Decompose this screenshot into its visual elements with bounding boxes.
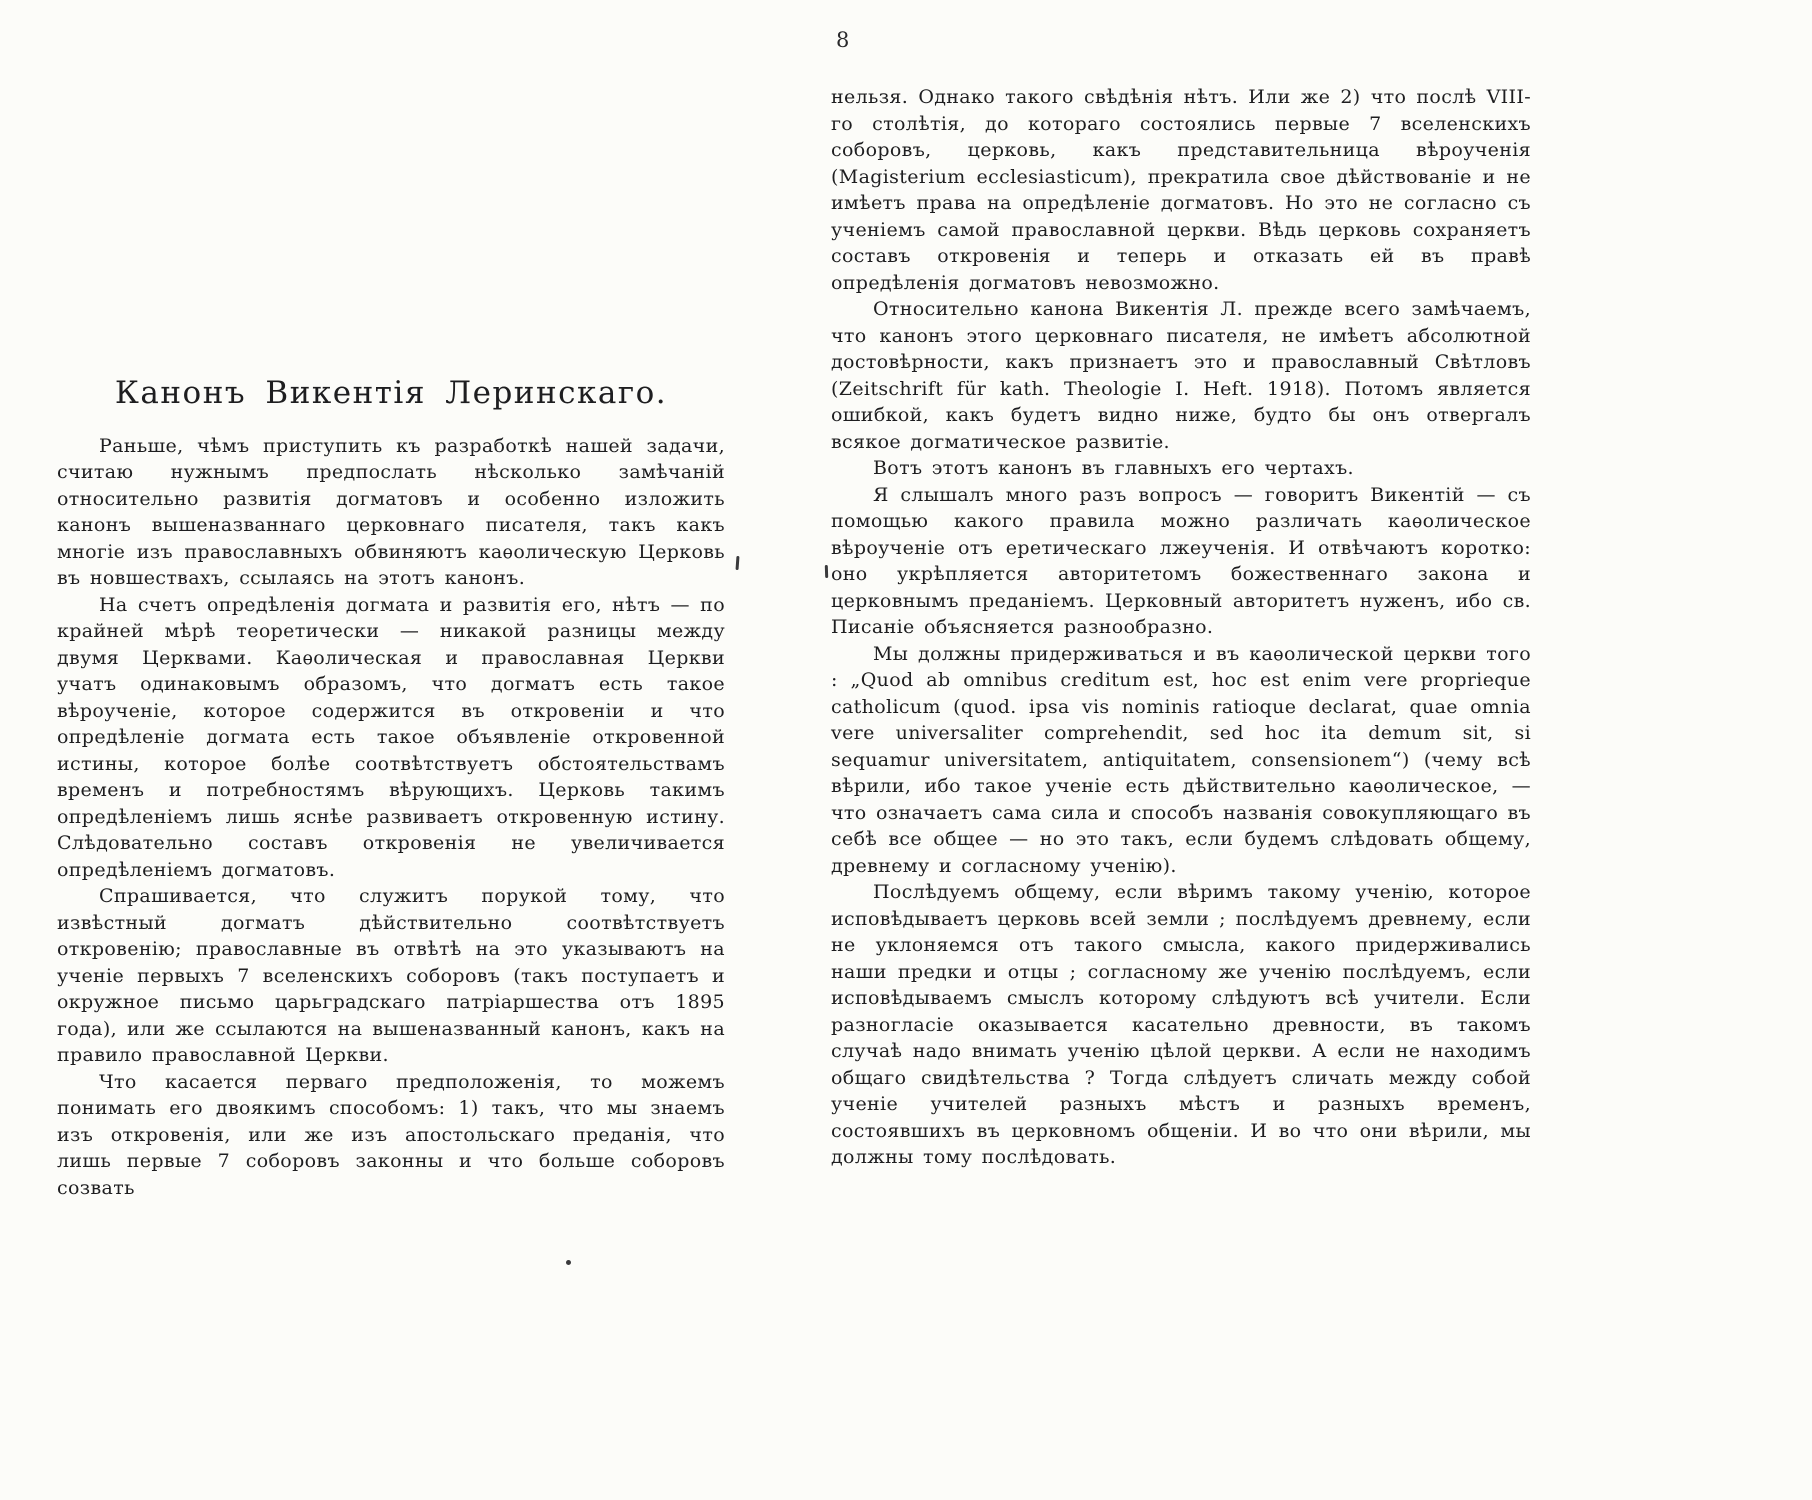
right-paragraph-1: нельзя. Однако такого свѣдѣнія нѣтъ. Или же 2) что послѣ VIII-го столѣтія, до котораго состоялись первые 7 вселенскихъ соборовъ, церковь, какъ представительница вѣроученія (Magisterium ecclesiasticum), прекратила свое дѣйствованіе и не имѣетъ права на опредѣленіе догматовъ. Но это не согласно съ ученіемъ самой православной церкви. Вѣдь церковь сохраняетъ составъ откровенія и теперь и отказать ей въ правѣ опредѣленія догматовъ невозможно. xyxy=(831,86,1531,294)
right-paragraph-5: Мы должны придерживаться и въ каѳолической церкви того : „Quod ab omnibus creditum est, hoc est enim vere proprieque catholicum (quod. ipsa vis nominis ratioque declarat, quae omnia vere universaliter comprehendit, sed hoc ita demum sit, si sequamur universitatem, antiquitatem, consensionem“) (чему всѣ вѣрили, ибо такое ученіе есть дѣйствительно каѳолическое, — что означаетъ сама сила и способъ названія совокупляющаго въ себѣ все общее — но это такъ, если будемъ слѣдовать общему, древнему и согласному ученію). xyxy=(831,642,1531,877)
right-page-column xyxy=(831,84,1531,1171)
chapter-title: Канонъ Викентія Леринскаго. xyxy=(114,375,668,411)
page-number: 8 xyxy=(836,28,850,52)
ink-dot-artifact xyxy=(566,1260,571,1265)
left-paragraph-1: Раньше, чѣмъ приступить къ разработкѣ нашей задачи, считаю нужнымъ предпослать нѣсколько замѣчаній относительно развитія догматовъ и особенно изложить канонъ вышеназваннаго церковнаго писателя, такъ какъ многіе изъ православныхъ обвиняютъ каѳолическую Церковь въ новшествахъ, ссылаясь на этотъ канонъ. xyxy=(57,434,725,589)
right-paragraph-3: Вотъ этотъ канонъ въ главныхъ его чертахъ. xyxy=(873,457,1354,479)
pencil-mark-artifact xyxy=(825,565,828,578)
right-paragraph-6: Послѣдуемъ общему, если вѣримъ такому ученію, которое исповѣдываетъ церковь всей земли ; послѣдуемъ древнему, если не уклоняемся отъ такого смысла, какого придерживались наши предки и отцы ; согласному же ученію послѣдуемъ, если исповѣдываемъ смыслъ которому слѣдуютъ всѣ учители. Если разногласіе оказывается касательно древности, въ такомъ случаѣ надо внимать ученію цѣлой церкви. А если не находимъ общаго свидѣтельства ? Тогда слѣдуетъ сличать между собой ученіе учителей разныхъ мѣстъ и разныхъ временъ, состоявшихъ въ церковномъ общеніи. И во что они вѣрили, мы должны тому послѣдовать. xyxy=(831,881,1531,1168)
left-page-column xyxy=(57,375,725,1201)
left-paragraph-3: Спрашивается, что служитъ порукой тому, что извѣстный догматъ дѣйствительно соотвѣтствуетъ откровенію; православные въ отвѣтѣ на это указываютъ на ученіе первыхъ 7 вселенскихъ соборовъ (такъ поступаетъ и окружное письмо царьградскаго патріаршества отъ 1895 года), или же ссылаются на вышеназванный канонъ, какъ на правило православной Церкви. xyxy=(57,885,725,1066)
pencil-mark-artifact xyxy=(736,556,740,570)
right-paragraph-4: Я слышалъ много разъ вопросъ — говоритъ Викентій — съ помощью какого правила можно различать каѳолическое вѣроученіе отъ еретическаго лжеученія. И отвѣчаютъ коротко: оно укрѣпляется авторитетомъ божественнаго закона и церковнымъ преданіемъ. Церковный авторитетъ нуженъ, ибо св. Писаніе объясняется разнообразно. xyxy=(831,483,1531,638)
right-paragraph-2: Относительно канона Викентія Л. прежде всего замѣчаемъ, что канонъ этого церковнаго писателя, не имѣетъ абсолютной достовѣрности, какъ признаетъ это и православный Свѣтловъ (Zeitschrift für kath. Theologie I. Heft. 1918). Потомъ является ошибкой, какъ будетъ видно ниже, будто бы онъ отвергалъ всякое догматическое развитіе. xyxy=(831,298,1531,453)
left-paragraph-4: Что касается перваго предположенія, то можемъ понимать его двоякимъ способомъ: 1) такъ, что мы знаемъ изъ откровенія, или же изъ апостольскаго преданія, что лишь первые 7 соборовъ законны и что больше соборовъ созвать xyxy=(57,1070,725,1199)
left-paragraph-2: На счетъ опредѣленія догмата и развитія его, нѣтъ — по крайней мѣрѣ теоретически — никакой разницы между двумя Церквами. Каѳолическая и православная Церкви учатъ одинаковымъ образомъ, что догматъ есть такое вѣроученіе, которое содержится въ откровеніи и что опредѣленіе догмата есть такое объявленіе откровенной истины, которое болѣе соотвѣтствуетъ обстоятельствамъ временъ и потребностямъ вѣрующихъ. Церковь такимъ опредѣленіемъ лишь яснѣе развиваетъ откровенную истину. Слѣдовательно составъ откровенія не увеличивается опредѣленіемъ догматовъ. xyxy=(57,593,725,881)
